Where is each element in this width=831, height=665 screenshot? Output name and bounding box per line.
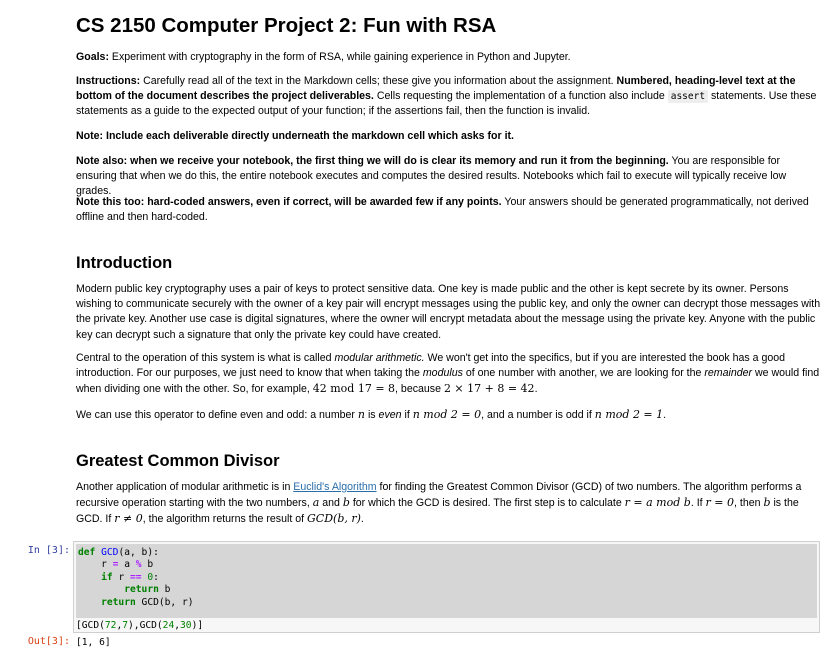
math-42-mod-17: 42 mod 17 = 8 xyxy=(312,382,396,396)
gcd-paragraph: Another application of modular arithmetic is in Euclid's Algorithm for finding the Greatest Common Divisor (GCD) of two numbers. The algorithm performs a recursive operation starting with the two numbers, a and b for which the GCD is desired. The first step is to calculate r = a mod b. If r = 0, then b is the GCD. If r ≠ 0, the algorithm returns the result of GCD(b, r). xyxy=(76,481,802,526)
em-even: even xyxy=(378,409,402,421)
em-modular-arithmetic: modular arithmetic. xyxy=(334,352,425,364)
math-gcd-b-r: GCD(b, r) xyxy=(307,512,361,526)
note-also xyxy=(76,154,821,200)
intro-paragraph-3: We can use this operator to define even and odd: a number n is even if n mod 2 = 0, and a number is odd if n mod 2 = 1. xyxy=(76,408,667,421)
intro-paragraph-1 xyxy=(76,282,821,343)
gcd-function-code: def GCD(a, b): r = a % b if r == 0: return b return GCD(b, r) xyxy=(78,547,194,608)
math-r-eq-0: r = 0 xyxy=(705,496,734,510)
goals-paragraph xyxy=(76,50,821,65)
instructions-bold: Numbered, heading-level text at the bottom of the document describes the project deliverables. xyxy=(76,75,796,103)
note3-bold: Note this too: hard-coded answers, even if correct, will be awarded few if any points. xyxy=(76,196,502,208)
em-remainder: remainder xyxy=(704,367,753,380)
instructions-label: Instructions: xyxy=(76,75,141,87)
instructions-text: Carefully read all of the text in the Markdown cells; these give you information about the assignment. xyxy=(140,75,617,87)
math-b: b xyxy=(342,496,350,510)
note2-bold: Note also: when we receive your notebook, the first thing we will do is clear its memory and run it from the beginning. xyxy=(76,155,669,167)
intro-heading: Introduction xyxy=(76,254,173,272)
intro-p1-text: Modern public key cryptography uses a pair of keys to protect sensitive data. One key is made public and the other is kept secrete by its owner. Persons wishing to communicate securely with the owner of a key pair will encrypt messages using the public key, and only the owner can decrypt those messages with the private key. Another use case is digital signatures, where the owner will encrypt metadata about the message using the private key. Anyone with the public key can decrypt such a signature that only the private key could have created. xyxy=(76,283,821,341)
goals-label: Goals: xyxy=(76,51,109,63)
em-modulus: modulus xyxy=(422,367,463,380)
intro-paragraph-2: Central to the operation of this system is what is called modular arithmetic. We won't get into the specifics, but if you are interested the book has a good introduction. For our purposes, we just need to know that when taking the modulus of one number with another, we are looking for the remainder we would find when dividing one with the other. So, for example, 42 mod 17 = 8, because 2 × 17 + 8 = 42. xyxy=(76,352,820,396)
gcd-call-code: [GCD(72,7),GCD(24,30)] xyxy=(76,620,204,631)
note-deliverables xyxy=(76,129,821,144)
math-r-eq-a-mod-b: r = a mod b xyxy=(624,496,691,510)
math-2x17: 2 × 17 + 8 = 42 xyxy=(443,382,535,396)
note-this-too xyxy=(76,195,821,225)
instructions-text2: Cells requesting the implementation of a function also include xyxy=(373,90,668,103)
math-b-2: b xyxy=(763,496,771,510)
math-n: n xyxy=(357,408,365,421)
instructions-paragraph xyxy=(76,74,821,120)
note2-text: You are responsible for ensuring that when we do this, the entire notebook executes and computes the desired results. Notebooks which fail to execute will typically receive low grades. xyxy=(76,155,787,198)
gcd-heading: Greatest Common Divisor xyxy=(76,452,280,470)
math-n-mod-2-0: n mod 2 = 0 xyxy=(412,408,482,421)
euclid-algorithm-link[interactable]: Euclid's Algorithm xyxy=(293,481,377,493)
math-n-mod-2-1: n mod 2 = 1 xyxy=(594,408,664,421)
goals-text: Experiment with cryptography in the form of RSA, while gaining experience in Python and Jupyter. xyxy=(108,51,571,63)
code-editor-selection[interactable] xyxy=(76,544,817,618)
instructions-text3: statements. Use these statements as a guide to the expected output of your function; if the assertions fail, then the function is invalid. xyxy=(76,90,817,118)
note3-text: Your answers should be generated programmatically, not derived offline and then hard-coded. xyxy=(76,196,809,224)
math-r-neq-0: r ≠ 0 xyxy=(114,512,143,526)
code-cell[interactable] xyxy=(73,541,820,633)
output-prompt: Out[3]: xyxy=(27,636,70,647)
math-a: a xyxy=(312,496,320,510)
assert-code: assert xyxy=(668,90,708,103)
notebook-title: CS 2150 Computer Project 2: Fun with RSA xyxy=(76,14,497,37)
note1-text: Note: Include each deliverable directly underneath the markdown cell which asks for it. xyxy=(76,130,514,142)
input-prompt: In [3]: xyxy=(27,545,70,556)
cell-output: [1, 6] xyxy=(76,637,111,648)
